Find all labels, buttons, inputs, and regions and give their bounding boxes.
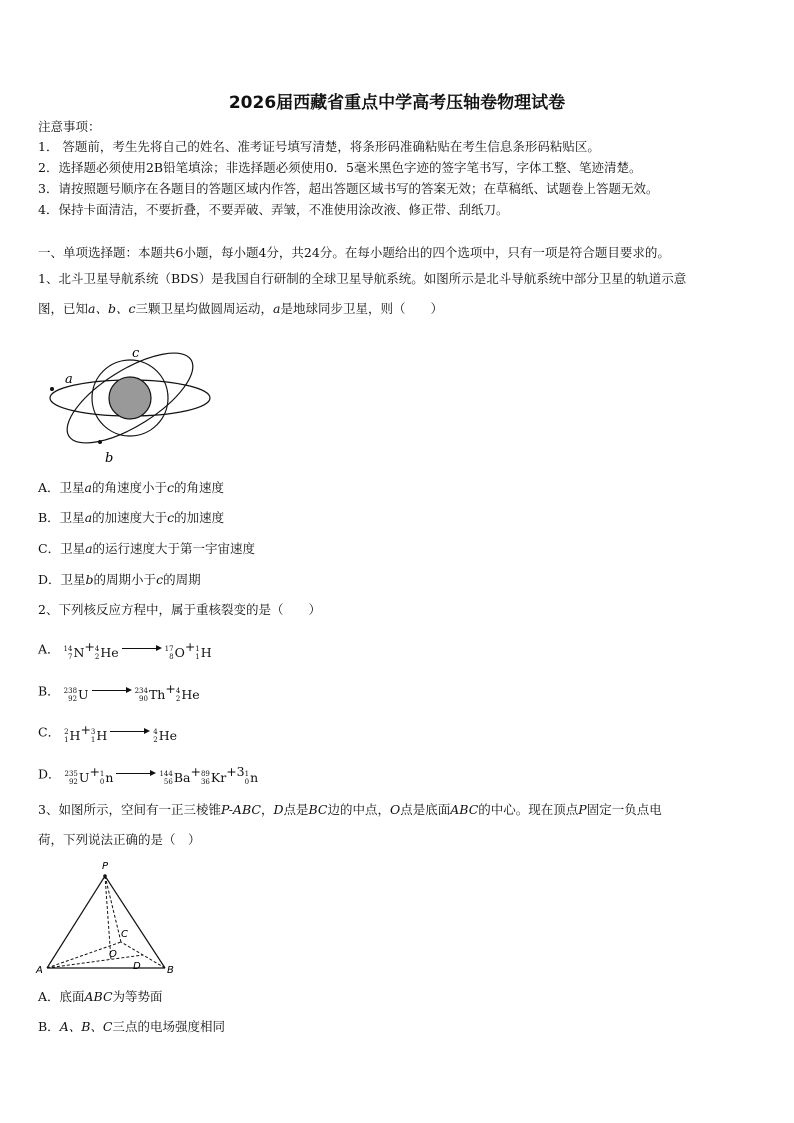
nuclear-equation: 14 7 N+ 4 2 He 17 8 O+ 1 1 H xyxy=(63,639,212,661)
q1-text-1: 图，已知 xyxy=(38,301,89,316)
section-heading: 一、单项选择题：本题共6小题，每小题4分，共24分。在每小题给出的四个选项中，只有一项是符合题目要求的。 xyxy=(38,245,670,260)
earth xyxy=(109,377,151,419)
notice-heading: 注意事项： xyxy=(38,119,101,134)
q1-var-abc: a、b、c xyxy=(88,301,136,316)
median-ad xyxy=(47,955,143,968)
option-label: B． xyxy=(38,683,60,699)
q3-text: 点是 xyxy=(283,802,309,817)
option-var: c xyxy=(167,480,175,495)
notice-item-1: 1． 答题前，考生先将自己的姓名、准考证号填写清楚，将条形码准确粘贴在考生信息条形码粘贴区。 xyxy=(38,139,600,154)
option-var: c xyxy=(156,572,164,587)
satellite-a xyxy=(50,387,54,391)
q2-option-a[interactable] xyxy=(38,638,212,662)
q1-option-b[interactable] xyxy=(38,509,224,527)
q1-text-3: 是地球同步卫星，则（ ） xyxy=(280,301,443,316)
q3-var: ABC xyxy=(450,802,479,817)
option-label: A． xyxy=(38,641,60,657)
label-a: a xyxy=(65,372,73,387)
option-text: 的加速度大于 xyxy=(92,510,168,525)
q1-option-a[interactable] xyxy=(38,479,224,497)
option-text: D．卫星 xyxy=(38,572,86,587)
option-text: A．底面 xyxy=(38,989,85,1004)
q3-option-b[interactable] xyxy=(38,1018,225,1036)
nuclear-equation: 235 92 U+ 1 0 n 144 56 Ba+ 89 36 Kr+3 1 0 n xyxy=(64,764,259,786)
nuclear-equation: 2 1 H+ 3 1 H 4 2 He xyxy=(64,722,178,744)
option-var: c xyxy=(167,510,175,525)
vertex-p xyxy=(103,874,107,878)
option-text: 的加速度 xyxy=(174,510,225,525)
option-text: 的角速度小于 xyxy=(91,480,167,495)
label-c: c xyxy=(132,346,140,361)
q1-text-2: 三颗卫星均做圆周运动， xyxy=(135,301,273,316)
q3-var: O xyxy=(390,802,401,817)
label-b: B xyxy=(167,965,174,976)
reaction-arrow-icon xyxy=(92,686,132,694)
reaction-arrow-icon xyxy=(122,644,162,652)
option-text: 的周期 xyxy=(163,572,201,587)
q1-stem-line2 xyxy=(38,300,443,318)
notice-item-3: 3．请按照题号顺序在各题目的答题区域内作答，超出答题区域书写的答案无效；在草稿纸、试题卷上答题无效。 xyxy=(38,181,659,196)
option-label: C． xyxy=(38,724,61,740)
q1-option-c[interactable] xyxy=(38,540,255,558)
q3-text: ， xyxy=(260,802,274,817)
q2-option-c[interactable] xyxy=(38,721,177,745)
reaction-arrow-icon xyxy=(116,769,156,777)
orbit-figure xyxy=(45,340,225,465)
option-var: a xyxy=(85,541,93,556)
page-title: 2026届西藏省重点中学高考压轴卷物理试卷 xyxy=(228,93,566,113)
q3-stem-line1 xyxy=(38,801,662,819)
q2-stem: 2、下列核反应方程中，属于重核裂变的是（ ） xyxy=(38,602,321,617)
option-text: 为等势面 xyxy=(112,989,163,1004)
pyramid-figure xyxy=(33,856,183,981)
q1-stem-line1: 1、北斗卫星导航系统（BDS）是我国自行研制的全球卫星导航系统。如图所示是北斗导航系统中部分卫星的轨道示意 xyxy=(38,271,687,286)
q3-var: P xyxy=(578,802,587,817)
label-b: b xyxy=(105,451,114,465)
option-text: B． xyxy=(38,1019,60,1034)
option-var: ABC xyxy=(84,989,113,1004)
q3-text: 3、如图所示，空间有一正三棱锥 xyxy=(38,802,221,817)
edge-pc xyxy=(105,876,121,942)
notice-item-4: 4．保持卡面清洁，不要折叠，不要弄破、弄皱，不准使用涂改液、修正带、刮纸刀。 xyxy=(38,202,509,217)
q3-text: 的中心。现在顶点 xyxy=(478,802,579,817)
q1-option-d[interactable] xyxy=(38,571,201,589)
option-var: a xyxy=(84,480,92,495)
label-p: P xyxy=(102,861,109,872)
edge-pa xyxy=(47,876,105,968)
q3-text: 点是底面 xyxy=(400,802,451,817)
option-text: A．卫星 xyxy=(38,480,85,495)
notice-item-2: 2．选择题必须使用2B铅笔填涂；非选择题必须使用0．5毫米黑色字迹的签字笔书写，字体工整、笔迹清楚。 xyxy=(38,160,642,175)
q3-text: 边的中点， xyxy=(327,802,390,817)
q3-var: D xyxy=(273,802,284,817)
option-text: 的角速度 xyxy=(174,480,225,495)
option-text: C．卫星 xyxy=(38,541,86,556)
q3-stem-line2: 荷，下列说法正确的是（ ） xyxy=(38,832,201,847)
q3-option-a[interactable] xyxy=(38,988,163,1006)
label-d: D xyxy=(133,961,141,972)
option-text: 的运行速度大于第一宇宙速度 xyxy=(92,541,256,556)
nuclear-equation: 238 92 U 234 90 Th+ 4 2 He xyxy=(63,681,200,703)
option-text: 三点的电场强度相同 xyxy=(112,1019,225,1034)
q3-text: 固定一负点电 xyxy=(586,802,662,817)
reaction-arrow-icon xyxy=(110,727,150,735)
q2-option-d[interactable] xyxy=(38,763,258,787)
q3-var: BC xyxy=(308,802,328,817)
q2-option-b[interactable] xyxy=(38,680,200,704)
option-var: A、B、C xyxy=(59,1019,113,1034)
option-text: 的周期小于 xyxy=(93,572,157,587)
option-label: D． xyxy=(38,766,61,782)
q1-var-a: a xyxy=(273,301,281,316)
option-text: B．卫星 xyxy=(38,510,85,525)
label-c: C xyxy=(121,929,128,940)
option-var: b xyxy=(85,572,94,587)
satellite-b xyxy=(98,440,102,444)
label-a: A xyxy=(36,965,43,976)
q3-var: P-ABC xyxy=(220,802,261,817)
label-o: O xyxy=(109,949,117,960)
option-var: a xyxy=(84,510,93,525)
